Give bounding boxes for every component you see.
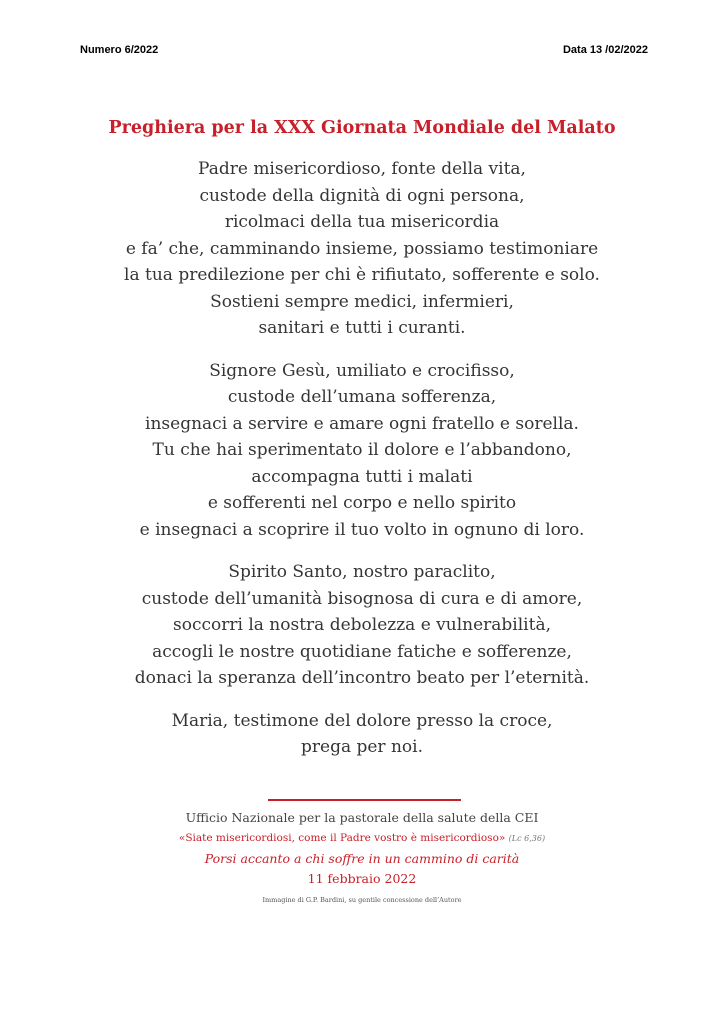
footer [0, 808, 724, 907]
prayer-line: prega per noi. [301, 737, 423, 757]
document-date: Data 13 /02/2022 [562, 44, 648, 56]
stanza-jesus [0, 358, 724, 544]
theme-subtitle: Porsi accanto a chi soffre in un cammino di carità [204, 851, 520, 866]
stanza-mary [0, 708, 724, 761]
document-number: Numero 6/2022 [80, 44, 159, 56]
stanza-father [0, 156, 724, 342]
prayer-line: Tu che hai sperimentato il dolore e l’abbandono, [152, 440, 572, 460]
quote-text: «Siate misericordiosi, come il Padre vostro è misericordioso» [178, 832, 506, 844]
quote-reference: (Lc 6,36) [508, 834, 546, 843]
prayer-line: la tua predilezione per chi è rifiutato, sofferente e solo. [124, 265, 600, 285]
prayer-line: donaci la speranza dell’incontro beato per l’eternità. [134, 668, 590, 688]
office-name: Ufficio Nazionale per la pastorale della salute della CEI [185, 810, 539, 825]
prayer-line: Padre misericordioso, fonte della vita, [198, 159, 526, 179]
prayer-line: Spirito Santo, nostro paraclito, [228, 562, 496, 582]
prayer-line: e insegnaci a scoprire il tuo volto in ognuno di loro. [139, 519, 585, 540]
prayer-line: soccorri la nostra debolezza e vulnerabilità, [172, 615, 551, 635]
prayer-line: insegnaci a servire e amare ogni fratello e sorella. [145, 413, 579, 434]
prayer-line: custode dell’umanità bisognosa di cura e di amore, [141, 588, 583, 609]
prayer-line: custode della dignità di ogni persona, [199, 185, 525, 206]
prayer-line: e sofferenti nel corpo e nello spirito [207, 493, 517, 513]
prayer-line: ricolmaci della tua misericordia [224, 212, 500, 232]
prayer-line: accogli le nostre quotidiane fatiche e sofferenze, [152, 641, 572, 662]
prayer-line: Maria, testimone del dolore presso la croce, [171, 710, 553, 731]
prayer-body [0, 156, 724, 777]
prayer-line: sanitari e tutti i curanti. [258, 318, 466, 338]
prayer-line: Signore Gesù, umiliato e crocifisso, [209, 360, 515, 381]
prayer-line: e fa’ che, camminando insieme, possiamo testimoniare [125, 238, 599, 259]
gospel-quote [0, 828, 724, 849]
event-date: 11 febbraio 2022 [307, 871, 417, 886]
prayer-line: custode dell’umana sofferenza, [227, 387, 497, 407]
red-divider [268, 799, 461, 801]
stanza-holy-spirit [0, 559, 724, 692]
prayer-line: accompagna tutti i malati [251, 466, 473, 487]
image-credit: Immagine di G.P. Bardini, su gentile concessione dell’Autore [262, 896, 462, 904]
prayer-line: Sostieni sempre medici, infermieri, [210, 291, 514, 312]
prayer-title: Preghiera per la XXX Giornata Mondiale del Malato [108, 118, 616, 138]
